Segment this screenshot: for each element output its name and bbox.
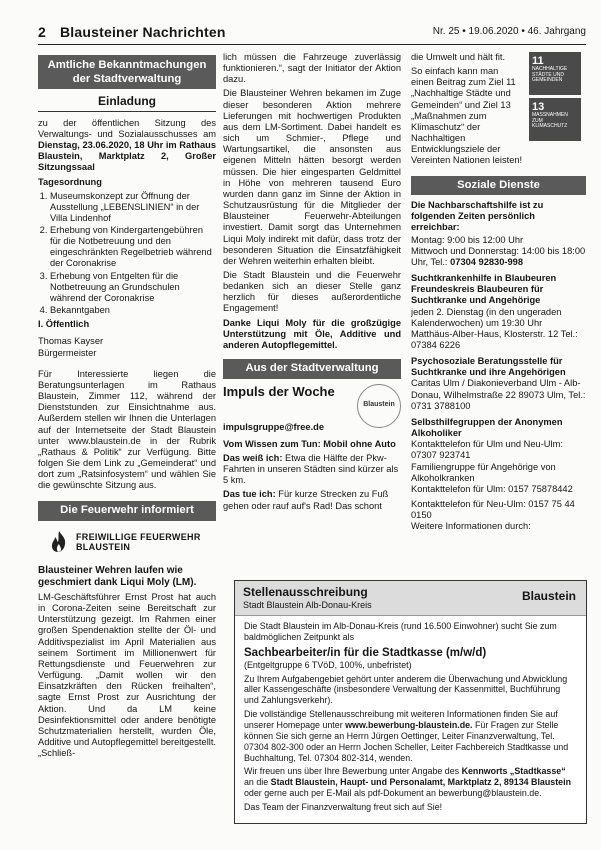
fire-logo-line2: BLAUSTEIN [76, 542, 131, 552]
aa-ulm: Kontakttelefon für Ulm und Neu-Ulm: 07307 923741 [411, 439, 563, 461]
sucht-text: jeden 2. Dienstag (in den ungeraden Kalenderwochen) um 19:30 Uhr Matthäus-Alber-Haus, Klosterstr. 12 Tel.: 07384 6226 [411, 306, 578, 350]
impuls-email: impulsgruppe@free.de [223, 421, 325, 432]
invitation-intro: zu der öffentlichen Sitzung des Verwaltungs- und Sozialausschusses am [38, 117, 216, 139]
ad-p4b: an die [244, 777, 271, 788]
page-number: 2 [38, 24, 46, 40]
column-1 [38, 52, 216, 822]
impuls-cont: die Umwelt und hält fit. [411, 52, 506, 62]
ad-url[interactable]: www.bewerbung-blaustein.de. [345, 720, 473, 731]
sucht-heading: Suchtkrankenhilfe in Blaubeuren Freundeskreis Blaubeuren für Suchtkranke und Angehörige [411, 273, 557, 306]
ad-pay: (Entgeltgruppe 6 TVöD, 100%, unbefristet) [244, 659, 412, 670]
sdg-block [411, 52, 586, 170]
do-label: Das tue ich: [223, 489, 276, 500]
public-label: I. Öffentlich [38, 319, 90, 330]
more-info: Weitere Informationen durch: [411, 521, 531, 532]
fire-thanks: Danke Liqui Moly für die großzügige Unterstützung mit Öle, Additive und anderen Autopflegemittel. [223, 317, 401, 350]
blaustein-stamp [357, 384, 401, 428]
agenda-heading: Tagesordnung [38, 177, 102, 188]
aa-ulm-phone: Kontakttelefon für Ulm: 0157 75878442 [411, 483, 573, 494]
section-bar-social: Soziale Dienste [411, 176, 586, 196]
aa-family: Familiengruppe für Angehörige von Alkoholkranken [411, 461, 556, 483]
section-bar-admin: Aus der Stadtverwaltung [223, 359, 401, 379]
sdg-11-number: 11 [532, 55, 544, 67]
nbh-phone: 07304 92830-998 [450, 256, 524, 267]
column-3 [411, 52, 586, 612]
ad-p3b: Für Fragen zur Stelle können Sie sich gerne an Herrn Jürgen Oettinger, Leiter Finanzverwaltung, Tel. 07304 802-300 oder an Herrn Jochen Scheller, Leiter Fachbereich Stadtkasse und Buchhaltung, Tel. 07304 802-314, wenden. [244, 720, 569, 763]
info-text: Für Interessierte liegen die Beratungsunterlagen im Rathaus Blaustein, Zimmer 112, während der Dienststunden zur Einsichtnahme aus. Außerdem stellen wir Ihnen die Unterlagen auf der Internetseite der Stadt Blaustein unter www.blaustein.de in der Rubrik „Rathaus & Politik“ zur Verfügung. Bitte folgen Sie dem Link zu „Gemeinderat“ und dort zum „Ratsinfosystem“ und wählen Sie die gewünschte Sitzung aus. [38, 368, 216, 491]
sdg-13-number: 13 [532, 101, 545, 113]
fire-brigade-logo [46, 529, 216, 555]
ad-p4a: Wir freuen uns über Ihre Bewerbung unter Angabe des [244, 766, 462, 777]
newspaper-title: Blausteiner Nachrichten [60, 24, 226, 40]
blaustein-logo: Blaustein [521, 589, 576, 603]
agenda-list [38, 191, 216, 317]
signer-name: Thomas Kayser [38, 336, 104, 347]
fire-text: LM-Geschäftsführer Ernst Prost hat auch in Corona-Zeiten seine Bereitschaft zur Unterstützung gezeigt. Im Rahmen einer großen Spendenaktion stellte der Öl- und Additivspezialist im April Materialien aus seinem Sortiment im Millionenwert für Rettungsdienste und Feuerwehren zur Verfügung. „Damit wollen wir den Einsatzkräften den Rücken freihalten“, sagte Ernst Prost zur Ausrichtung der Aktion. Und da LM keine Desinfektionsmittel oder andere benötigte Schutzmaterialien herstellt, wurden Öle, Additive und Autopflegemittel bereitgestellt. „Schließ- [38, 592, 216, 759]
ad-keyword: Kennworts „Stadtkasse“ [461, 766, 566, 777]
psb-text: Caritas Ulm / Diakonieverband Ulm - Alb-Donau, Wilhelmstraße 22 89073 Ulm, Tel.: 0731 3788100 [411, 378, 586, 411]
page-header [38, 22, 586, 45]
ad-position: Sachbearbeiter/in für die Stadtkasse (m/w/d) [244, 646, 487, 659]
impuls-subtitle: Vom Wissen zum Tun: Mobil ohne Auto [223, 438, 396, 449]
aa-neu-ulm: Kontakttelefon für Neu-Ulm: 0157 75 44 0150 [411, 499, 575, 521]
issue-info: Nr. 25 • 19.06.2020 • 46. Jahrgang [432, 26, 586, 37]
section-bar-fire: Die Feuerwehr informiert [38, 501, 216, 521]
do-text: Für kurze Strecken zu Fuß gehen oder rauf auf's Rad! Das schont [223, 489, 389, 511]
know-text: Etwa die Hälfte der Pkw-Fahrten in unseren Städten sind kürzer als 5 km. [223, 452, 399, 486]
ad-header [235, 581, 586, 616]
sdg-13-tile [529, 98, 581, 141]
sdg-text: So einfach kann man einen Beitrag zum Ziel 11 „Nachhaltige Städte und Gemeinden“ und Ziel 13 „Maßnahmen zum Klimaschutz“ der Nachhaltigen Entwicklungsziele der Vereinten Nationen leisten! [411, 66, 523, 166]
job-advertisement [234, 580, 587, 824]
fire-text-p3: Die Stadt Blaustein und die Feuerwehr bedanken sich an dieser Stelle ganz herzlich für dieses außerordentliche Engagement! [223, 269, 401, 314]
impuls-title: Impuls der Woche [223, 383, 335, 399]
meeting-details: Dienstag, 23.06.2020, 18 Uhr im Rathaus Blaustein, Marktplatz 2, Großer Sitzungssaal [38, 139, 216, 173]
agenda-item: 2. Erhebung von Kindergartengebühren für die Notbetreuung und den eingeschränkten Regelbetrieb während der Coronakrise [50, 225, 216, 270]
sdg-11-label: NACHHALTIGE STÄDTE UND GEMEINDEN [532, 66, 568, 84]
nbh-monday: Montag: 9:00 bis 12:00 Uhr [411, 234, 524, 245]
ad-address: Stadt Blaustein, Haupt- und Personalamt, Marktplatz 2, 89134 Blaustein [270, 777, 571, 788]
nbh-wed-thu: Mittwoch und Donnerstag: 14:00 bis 18:00 Uhr, Tel.: [411, 245, 586, 267]
know-label: Das weiß ich: [223, 452, 283, 463]
agenda-item: 1. Museumskonzept zur Öffnung der Ausstellung „LEBENSLINIEN“ in der Villa Lindenhof [50, 191, 216, 224]
stamp-text: Blaustein [363, 401, 395, 409]
sdg-13-label: MASSNAHMEN ZUM KLIMASCHUTZ [532, 112, 568, 130]
ad-p3a: Die vollständige Stellenausschreibung mit weiteren Informationen finden Sie auf unserer Homepage unter [244, 709, 558, 731]
ad-tasks: Zu Ihrem Aufgabengebiet gehört unter anderem die Überwachung und Abwicklung aller Kassengeschäfte (insbesondere Verwaltung der Kassenmittel, Buchführung und Zahlungsverkehr). [244, 673, 568, 706]
column-2 [223, 52, 401, 612]
agenda-item: 3. Erhebung von Entgelten für die Notbetreuung an Grundschulen während der Coronakrise [50, 271, 216, 304]
agenda-item: 4. Bekanntgaben [50, 305, 216, 316]
psb-heading: Psychosoziale Beratungsstelle für Suchtkranke und ihre Angehörigen [411, 356, 566, 378]
aa-heading: Selbsthilfegruppen der Anonymen Alkoholiker [411, 416, 563, 439]
invitation-heading: Einladung [38, 94, 216, 111]
fire-logo-line1: FREIWILLIGE FEUERWEHR [76, 531, 201, 542]
nbh-heading: Die Nachbarschaftshilfe ist zu folgenden Zeiten persönlich erreichbar: [411, 200, 544, 233]
ad-closing: Das Team der Finanzverwaltung freut sich auf Sie! [244, 802, 443, 813]
signer-title: Bürgermeister [38, 347, 97, 358]
ad-intro: Die Stadt Blaustein im Alb-Donau-Kreis (rund 16.500 Einwohner) sucht Sie zum baldmöglichen Zeitpunkt als [244, 621, 557, 642]
flame-icon [46, 529, 72, 555]
section-bar-official: Amtliche Bekanntmachungen der Stadtverwaltung [38, 55, 216, 89]
fire-headline: Blausteiner Wehren laufen wie geschmiert dank Liqui Moly (LM). [38, 565, 197, 588]
fire-text-cont: lich müssen die Fahrzeuge zuverlässig funktionieren.“, sagt der Initiator der Aktion dazu. [223, 52, 401, 85]
fire-text-p2: Die Blausteiner Wehren bekamen im Zuge dieser besonderen Aktion mehrere Lieferungen mit hochwertigen Produkten aus dem LM-Sortiment. Dabei handelt es sich um Schmier-, Pflege und Wartungsartikel, die ansonsten aus eigenen Mitteln hätten besorgt werden müssen. Die hier eingesparten Geldmittel in Höhe von mehreren tausend Euro wurden dann ganz im Sinne der Aktion in Schutzausrüstung für die Mitglieder der Blausteiner Feuerwehr-Abteilungen investiert. Damit sorgt das Unternehmen Liqui Moly indirekt mit dafür, dass trotz der besonderen Situation die Einsatzfähigkeit der Wehren weiterhin erhalten bleibt. [223, 88, 401, 266]
sdg-11-tile [529, 52, 581, 95]
ad-title: Stellenausschreibung [243, 585, 368, 599]
ad-subtitle: Stadt Blaustein Alb-Donau-Kreis [243, 600, 372, 610]
ad-p4c: oder gerne auch per E-Mail als pdf-Dokument an bewerbung@blaustein.de. [244, 788, 542, 799]
